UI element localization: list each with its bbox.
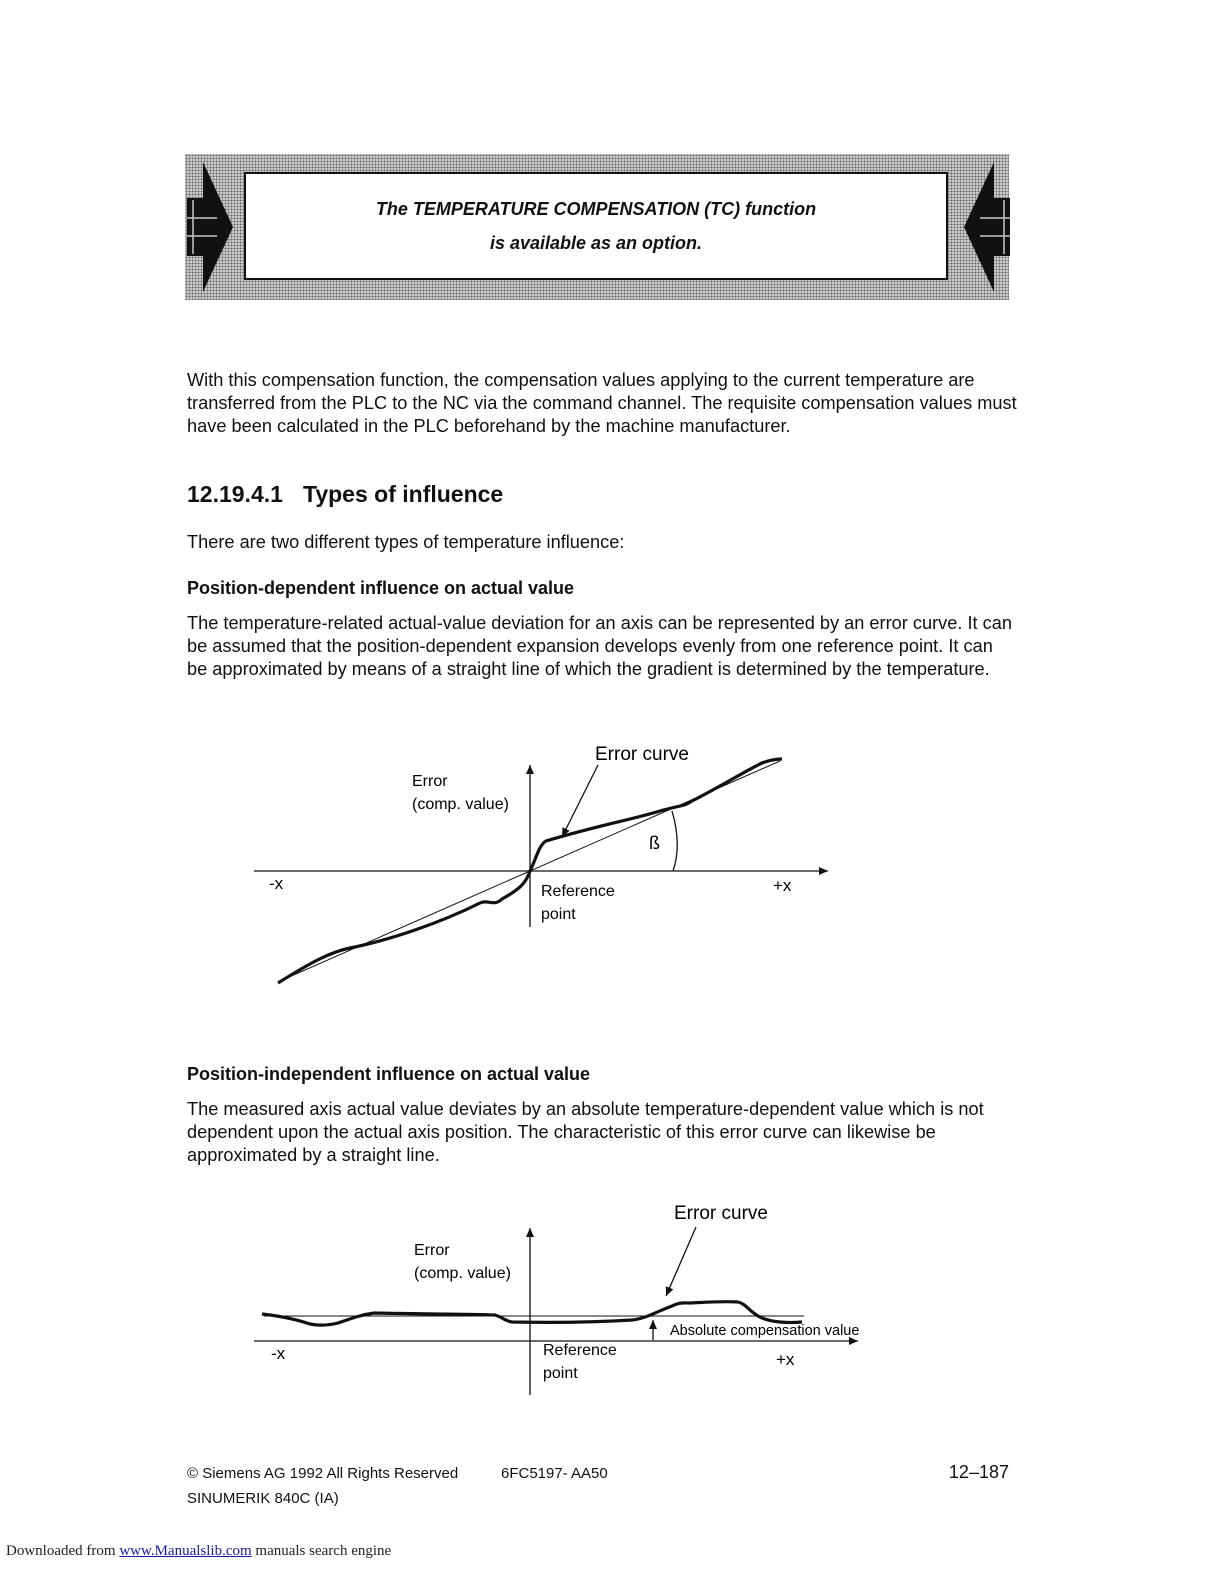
section-number: 12.19.4.1 — [187, 481, 283, 507]
reference-point-line1: Reference — [543, 1342, 617, 1359]
banner-right-arrow-icon — [956, 160, 1010, 294]
reference-point-line2: point — [543, 1365, 578, 1382]
footer-order-number: 6FC5197- AA50 — [501, 1465, 608, 1482]
pos-x-label: +x — [776, 1350, 795, 1369]
error-label-line2: (comp. value) — [412, 796, 509, 813]
neg-x-label: -x — [269, 874, 284, 893]
error-curve-pointer — [562, 765, 598, 837]
footer-copyright: © Siemens AG 1992 All Rights Reserved — [187, 1465, 459, 1482]
pos-x-label: +x — [773, 876, 792, 895]
download-prefix: Downloaded from — [6, 1543, 120, 1559]
error-curve-label: Error curve — [595, 744, 689, 765]
reference-point-line1: Reference — [541, 883, 615, 900]
reference-point-line2: point — [541, 906, 576, 923]
download-suffix: manuals search engine — [251, 1543, 392, 1559]
section-heading — [187, 481, 503, 508]
position-dependent-body: The temperature-related actual-value deviation for an axis can be represented by an error curve. It can be assumed that the position-dependent expansion develops evenly from one reference point. It can be approximated by means of a straight line of which the gradient is determined by the temperature. — [187, 613, 1012, 680]
figure-position-dependent — [240, 735, 880, 995]
banner-line-1: The TEMPERATURE COMPENSATION (TC) function — [375, 199, 817, 219]
figure-position-independent — [240, 1195, 880, 1400]
banner-left-arrow-icon — [187, 160, 241, 294]
intro-paragraph: With this compensation function, the compensation values applying to the current temperature are transferred from the PLC to the NC via the command channel. The requisite compensation values must have been calculated in the PLC beforehand by the machine manufacturer. — [187, 370, 1017, 437]
banner-line-2: is available as an option. — [489, 233, 703, 253]
position-dependent-heading: Position-dependent influence on actual value — [187, 578, 575, 598]
download-notice — [6, 1543, 391, 1560]
error-label-line1: Error — [412, 773, 448, 790]
footer-product: SINUMERIK 840C (IA) — [187, 1490, 339, 1507]
absolute-compensation-label: Absolute compensation value — [670, 1323, 860, 1339]
position-independent-heading: Position-independent influence on actual value — [187, 1064, 591, 1084]
angle-beta-label: ß — [649, 833, 660, 853]
page-number: 12–187 — [948, 1462, 1009, 1482]
position-independent-body: The measured axis actual value deviates by an absolute temperature-dependent value which is not dependent upon the actual axis position. The characteristic of this error curve can likewise be approximated by a straight line. — [187, 1099, 984, 1166]
section-title: Types of influence — [303, 481, 504, 507]
error-curve — [262, 1302, 802, 1326]
section-lead: There are two different types of temperature influence: — [187, 532, 625, 552]
option-banner — [244, 172, 948, 280]
angle-arc — [672, 811, 677, 871]
error-label-line2: (comp. value) — [414, 1265, 511, 1282]
error-curve-label: Error curve — [674, 1203, 768, 1224]
neg-x-label: -x — [271, 1344, 286, 1363]
error-curve-pointer — [666, 1227, 696, 1296]
error-label-line1: Error — [414, 1242, 450, 1259]
manualslib-link[interactable]: www.Manualslib.com — [119, 1543, 252, 1559]
